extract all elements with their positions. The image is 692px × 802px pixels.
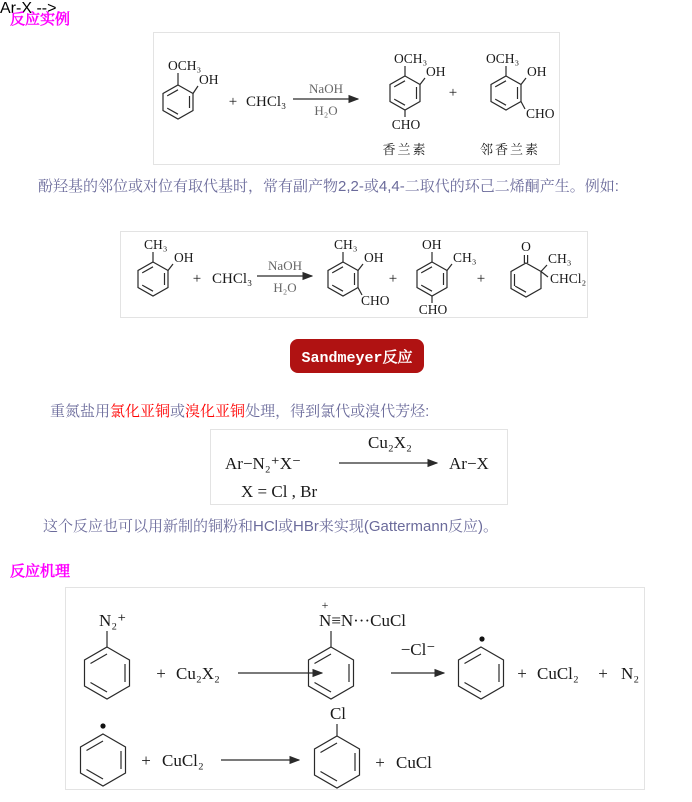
reaction-scheme-3 [211, 430, 507, 504]
p2-cuprous-chloride: 氯化亚铜 [110, 403, 171, 420]
radical-dot [479, 636, 484, 641]
plus-sign: + [375, 753, 385, 772]
plus-sign: + [388, 271, 398, 287]
benzene-ring [85, 647, 130, 699]
label-oh: OH [527, 64, 547, 79]
product2-structure [417, 237, 477, 317]
benzene-ring [138, 262, 168, 296]
radical-dot [100, 723, 105, 728]
label-o: O [521, 239, 531, 254]
label-ch3: CH₃ [548, 251, 572, 266]
benzene-ring [328, 262, 358, 296]
chlorobenzene-structure [315, 704, 360, 788]
sandmeyer-reaction-button[interactable]: Sandmeyer反应 [290, 339, 424, 373]
label-och3: OCH₃ [394, 51, 428, 66]
label-n2-plus: N₂⁺ [99, 611, 127, 630]
label-vanillin: 香兰素 [382, 142, 428, 157]
page: 反应实例 OCH₃ OH + CHCl₃ NaOH H₂O OCH₃ OH CHO 香兰素 + OCH₃ OH CHO 邻香兰素 酚羟基的邻位或对位有取代基时，常有副产物2,2-或4,4-二取代的环己二烯酮产生。例如: CH₃ OH + CHCl₃ NaOH H₂O CH₃ OH CHO + OH CH₃ CHO + O CH₃ CHCl₂ Sandmeyer反应 重氮盐用氯化亚铜或溴化亚铜处理，得到氯代或溴代芳烃: Ar-X --> Ar−N₂⁺X⁻ Cu₂X₂ Ar−X X = Cl , Br 这个反应也可以用新制的铜粉和HCl或HBr来实现(Gattermann反应)。 反应机理 N₂⁺ + Cu₂X₂ N≡N···CuCl + −Cl⁻ + CuCl₂ + N₂ + CuCl₂ Cl + CuCl [0, 0, 692, 802]
reaction-scheme-1 [154, 33, 559, 164]
plus-sign: + [476, 271, 486, 287]
dienone-structure [511, 239, 586, 297]
plus-sign: + [228, 94, 238, 110]
ortho-vanillin-structure [480, 51, 555, 157]
cyclohexadienone-ring [511, 263, 541, 297]
benzene-ring [491, 76, 521, 110]
vanillin-structure [382, 51, 445, 157]
label-oh: OH [426, 64, 446, 79]
label-plus-charge: + [321, 598, 329, 612]
label-oh: OH [174, 250, 194, 265]
plus-sign: + [598, 664, 608, 683]
diazonium-cucl-adduct [309, 598, 407, 699]
benzene-ring [417, 262, 447, 296]
label-nn-cucl: N≡N···CuCl [319, 611, 407, 630]
plus-sign: + [517, 664, 527, 683]
mechanism-scheme [66, 588, 644, 789]
label-aryl-diazonium: Ar−N₂⁺X⁻ [225, 454, 301, 473]
label-naoh: NaOH [268, 258, 302, 273]
phenyl-radical-structure [459, 636, 504, 699]
benzene-ring [163, 85, 193, 119]
benzene-ring [390, 76, 420, 110]
label-ortho-vanillin: 邻香兰素 [479, 142, 541, 157]
label-cu2x2: Cu₂X₂ [176, 664, 220, 683]
phenyl-radical-structure [81, 723, 126, 786]
p2-text: 处理，得到氯代或溴代芳烃: [245, 403, 430, 420]
plus-sign: + [448, 85, 458, 101]
benzene-ring [81, 734, 126, 786]
label-h2o: H₂O [273, 280, 297, 295]
diagram-reimer-tiemann-example1 [153, 32, 560, 165]
label-minus-cl: −Cl⁻ [400, 640, 436, 659]
p2-cuprous-bromide: 溴化亚铜 [185, 403, 246, 420]
reaction-scheme-2 [121, 232, 587, 317]
label-cho: CHO [361, 293, 390, 308]
label-cucl: CuCl [396, 753, 432, 772]
label-chcl3: CHCl₃ [212, 271, 253, 287]
paragraph-diazonium [8, 401, 688, 423]
product1-structure [328, 237, 390, 308]
label-cl: Cl [329, 704, 347, 723]
paragraph-gattermann: 这个反应也可以用新制的铜粉和HCl或HBr来实现(Gattermann反应)。 [43, 518, 499, 535]
heading-reaction-examples: 反应实例 [10, 11, 71, 28]
diagram-mechanism [65, 587, 645, 790]
label-oh: OH [364, 250, 384, 265]
label-n2: N₂ [621, 664, 640, 683]
p2-text: 或 [170, 403, 186, 420]
plus-sign: + [141, 751, 151, 770]
label-och3: OCH₃ [168, 58, 202, 73]
label-cucl2: CuCl₂ [162, 751, 204, 770]
label-chcl3: CHCl₃ [246, 94, 287, 110]
label-oh: OH [199, 72, 219, 87]
plus-sign: + [192, 271, 202, 287]
label-chcl2: CHCl₂ [550, 271, 587, 286]
benzene-ring [315, 736, 360, 788]
diagram-sandmeyer-equation [210, 429, 508, 505]
label-cho: CHO [391, 117, 421, 132]
label-x-definition: X = Cl , Br [241, 482, 318, 501]
p2-text: 重氮盐用 [50, 403, 111, 420]
label-och3: OCH₃ [486, 51, 520, 66]
label-cho: CHO [418, 302, 448, 317]
paragraph-side-products: 酚羟基的邻位或对位有取代基时，常有副产物2,2-或4,4-二取代的环己二烯酮产生。例如: [38, 178, 619, 195]
label-aryl-halide: Ar−X [449, 454, 489, 473]
benzene-ring [459, 647, 504, 699]
label-ch3: CH₃ [453, 250, 477, 265]
heading-reaction-mechanism: 反应机理 [10, 563, 71, 580]
diazonium-structure [85, 611, 130, 699]
label-cu2x2: Cu₂X₂ [368, 433, 412, 452]
cresol-structure [138, 237, 194, 296]
label-ch3: CH₃ [144, 237, 168, 252]
label-ch3: CH₃ [334, 237, 358, 252]
label-h2o: H₂O [314, 103, 338, 118]
guaiacol-structure [163, 58, 219, 119]
diagram-reimer-tiemann-example2 [120, 231, 588, 318]
label-oh: OH [422, 237, 442, 252]
label-cucl2: CuCl₂ [537, 664, 579, 683]
plus-sign: + [156, 664, 166, 683]
label-naoh: NaOH [309, 81, 343, 96]
label-cho: CHO [526, 106, 555, 121]
